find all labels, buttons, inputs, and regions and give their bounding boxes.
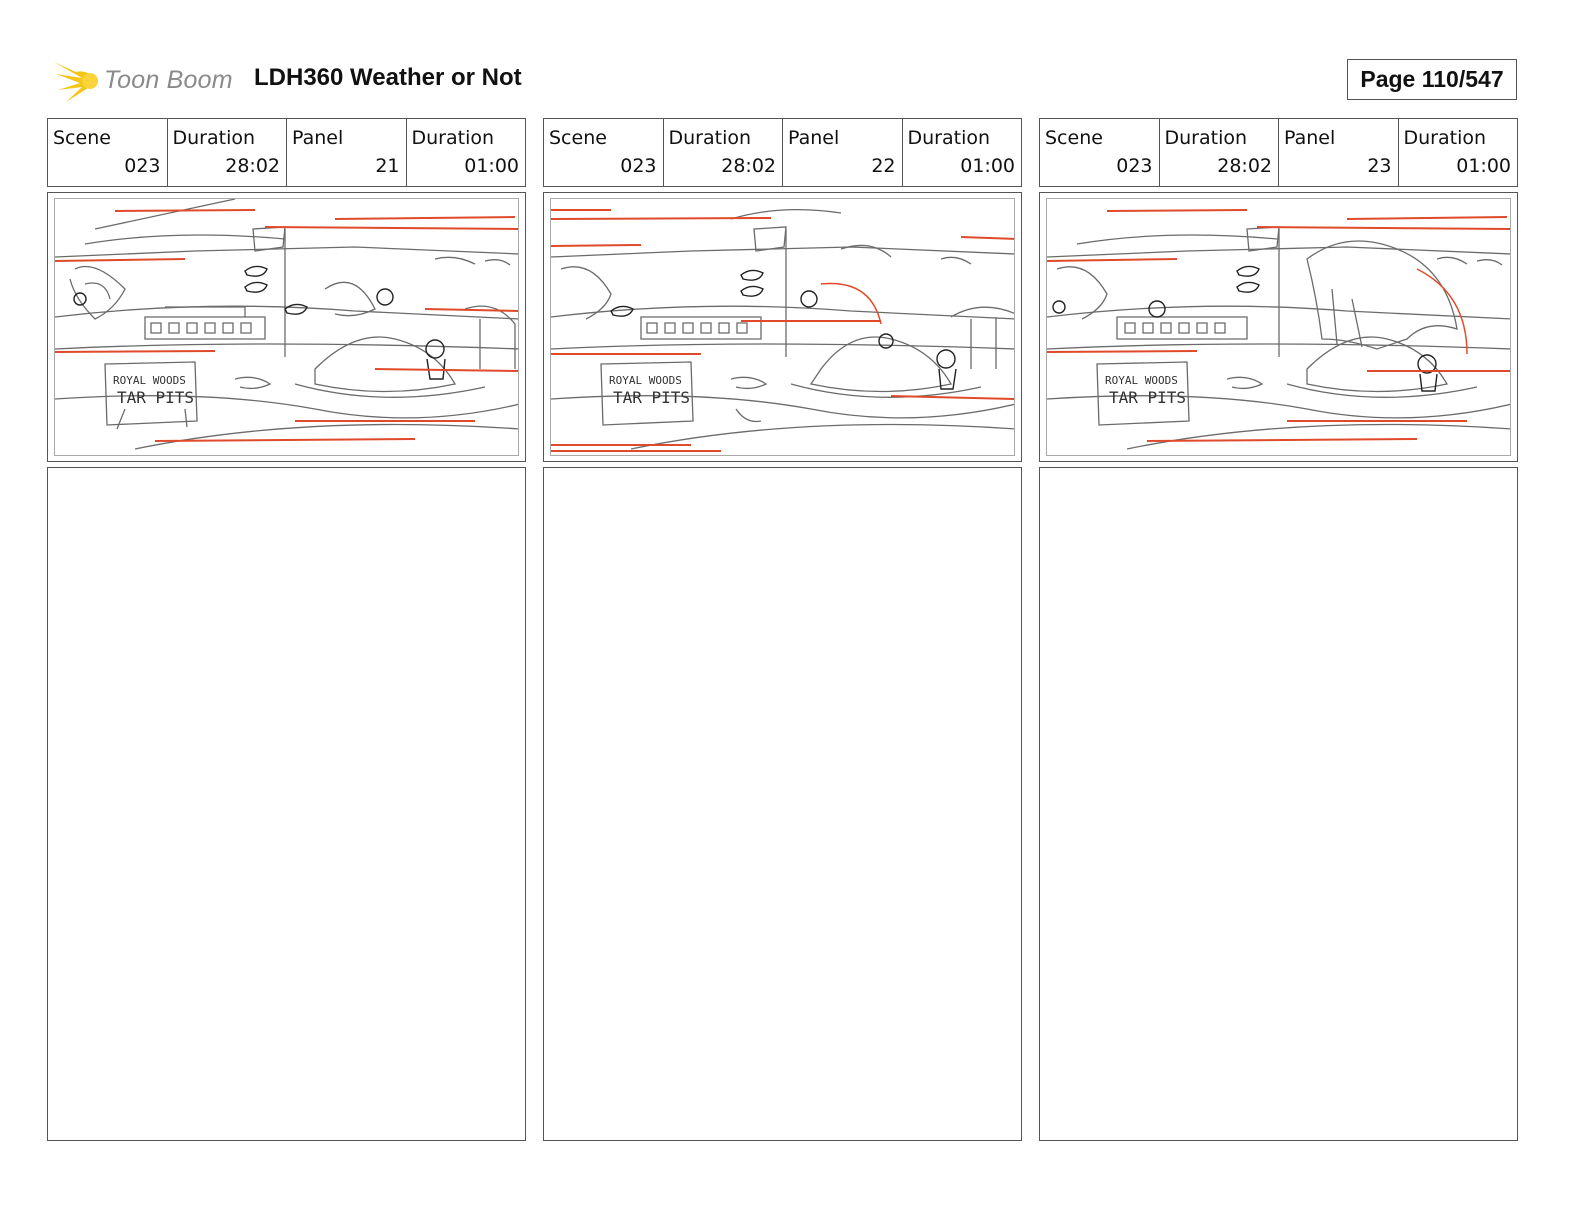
sign-line-2: TAR PITS [1109,388,1187,407]
scene-label: Scene [53,127,111,149]
sign-line-1: ROYAL WOODS [113,374,186,387]
scene-value: 023 [124,155,161,177]
scene-duration-label: Duration [1164,127,1248,149]
panel-duration-cell [407,119,526,186]
scene-duration-cell [168,119,288,186]
panel-info-table [543,118,1022,187]
scene-cell [544,119,664,186]
storyboard-frame[interactable] [47,192,526,462]
panel-duration-value: 01:00 [464,155,519,177]
panel-label: Panel [292,127,344,149]
panel-cell [783,119,903,186]
panel-label: Panel [788,127,840,149]
panel-notes[interactable] [47,467,526,1141]
storyboard-frame[interactable] [543,192,1022,462]
panel-cell [1279,119,1399,186]
page-header [0,0,1584,110]
panel-notes[interactable] [1039,467,1518,1141]
panel-label: Panel [1284,127,1336,149]
panel-duration-cell [1399,119,1518,186]
sign-line-1: ROYAL WOODS [1105,374,1178,387]
scene-label: Scene [549,127,607,149]
scene-cell [48,119,168,186]
scene-value: 023 [1116,155,1153,177]
panel-value: 22 [871,155,896,177]
panel-duration-label: Duration [411,127,495,149]
panel-notes[interactable] [543,467,1022,1141]
panel-value: 21 [375,155,400,177]
scene-duration-label: Duration [172,127,256,149]
panel-duration-value: 01:00 [960,155,1015,177]
sign-line-2: TAR PITS [117,388,195,407]
scene-duration-value: 28:02 [1217,155,1272,177]
panel-duration-label: Duration [1403,127,1487,149]
panel-duration-label: Duration [907,127,991,149]
project-title: LDH360 Weather or Not [254,64,522,91]
scene-duration-value: 28:02 [225,155,280,177]
panel-duration-value: 01:00 [1456,155,1511,177]
sketch-image [1047,199,1511,456]
panel-value: 23 [1367,155,1392,177]
panel-info-table [47,118,526,187]
page-number: Page 110/547 [1347,59,1517,100]
panel-info-table [1039,118,1518,187]
sign-line-1: ROYAL WOODS [609,374,682,387]
logo-text: Toon Boom [104,66,233,94]
scene-duration-label: Duration [668,127,752,149]
scene-duration-cell [1160,119,1280,186]
storyboard-frame[interactable] [1039,192,1518,462]
scene-cell [1040,119,1160,186]
scene-duration-value: 28:02 [721,155,776,177]
panel-duration-cell [903,119,1022,186]
sketch-image [55,199,519,456]
sketch-image [551,199,1015,456]
starburst-icon [52,56,104,108]
sign-line-2: TAR PITS [613,388,691,407]
toon-boom-logo [52,56,242,108]
scene-value: 023 [620,155,657,177]
scene-duration-cell [664,119,784,186]
scene-label: Scene [1045,127,1103,149]
panel-cell [287,119,407,186]
